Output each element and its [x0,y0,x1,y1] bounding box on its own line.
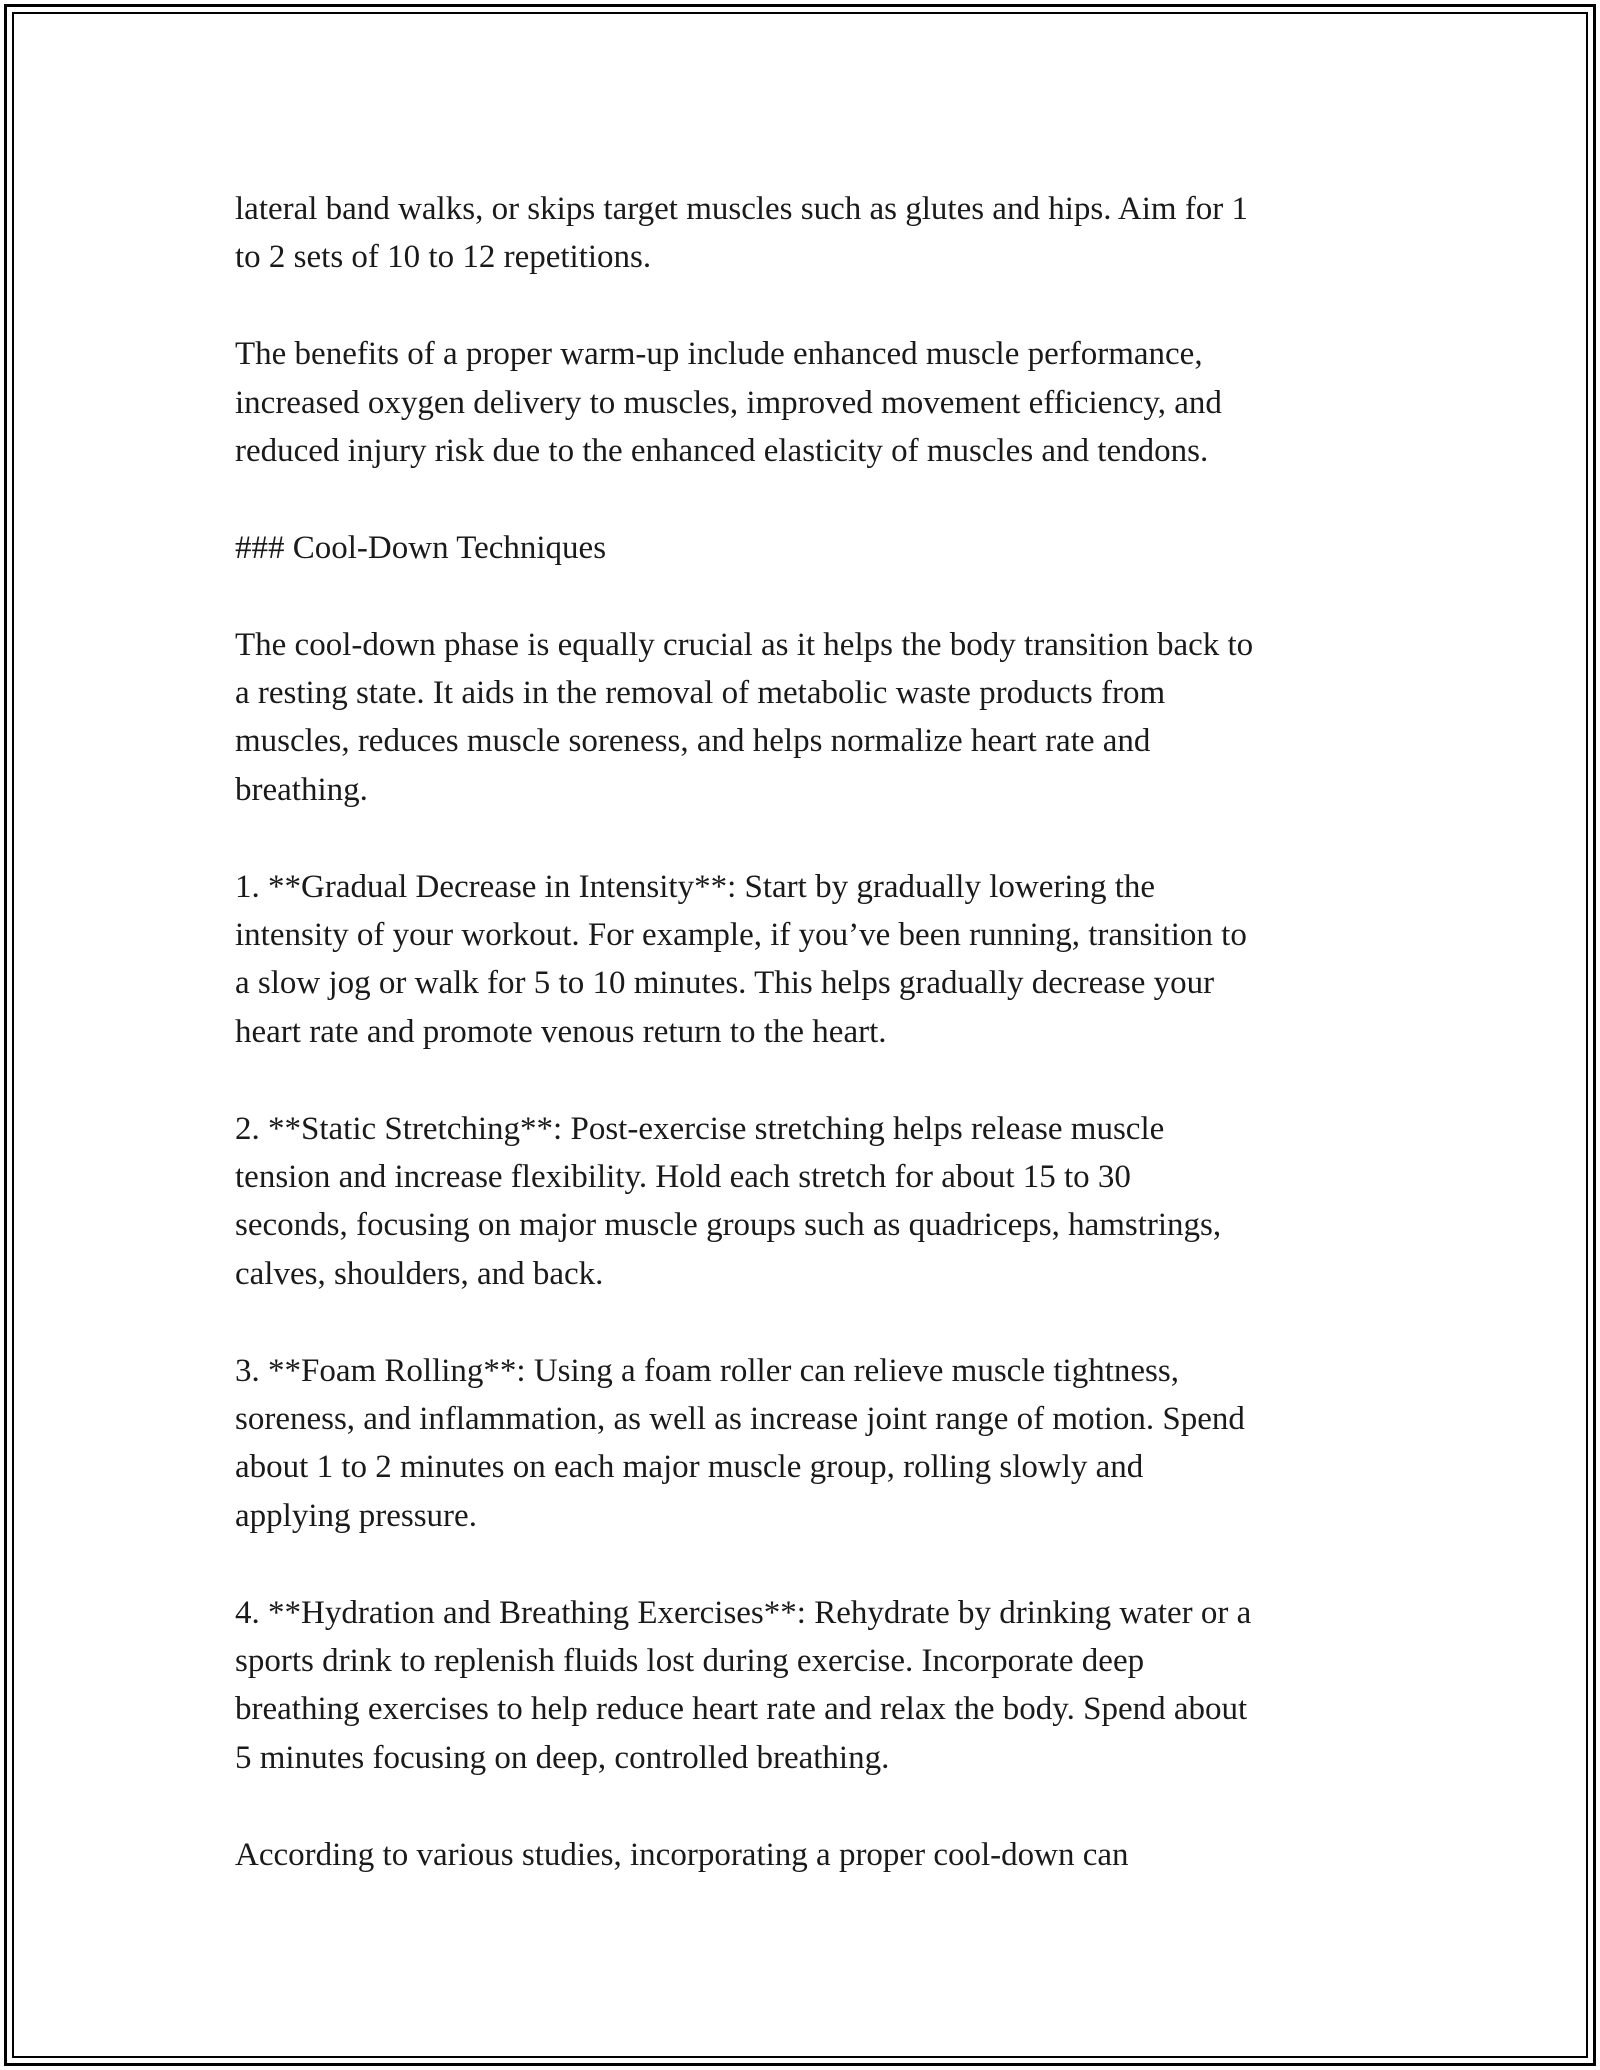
list-item-hydration-breathing: 4. **Hydration and Breathing Exercises**: Rehydrate by drinking water or a sports drink to replenish fluids lost during exercise. Incorporate deep breathing exercises to help reduce heart rate and relax the body. Spend about 5 minutes focusing on deep, controlled breathing. [235,1594,1252,1776]
list-item-gradual-decrease: 1. **Gradual Decrease in Intensity**: Start by gradually lowering the intensity of your workout. For example, if you’ve been running, transition to a slow jog or walk for 5 to 10 minutes. This helps gradually decrease your heart rate and promote venous return to the heart. [235,868,1247,1050]
list-item-static-stretching: 2. **Static Stretching**: Post-exercise stretching helps release muscle tension and increase flexibility. Hold each stretch for about 15 to 30 seconds, focusing on major muscle groups such as quadriceps, hamstrings, calves, shoulders, and back. [235,1110,1222,1292]
paragraph-warmup-benefits: The benefits of a proper warm-up include enhanced muscle performance, increased oxygen delivery to muscles, improved movement efficiency, and reduced injury risk due to the enhanced elasticity of muscles and tendons. [235,336,1222,470]
list-item-foam-rolling: 3. **Foam Rolling**: Using a foam roller can relieve muscle tightness, soreness, and inflammation, as well as increase joint range of motion. Spend about 1 to 2 minutes on each major muscle group, rolling slowly and applying pressure. [235,1352,1245,1534]
paragraph-warmup-continuation: lateral band walks, or skips target muscles such as glutes and hips. Aim for 1 to 2 sets of 10 to 12 repetitions. [235,191,1249,276]
section-heading-cool-down: ### Cool-Down Techniques [235,529,607,566]
paragraph-studies: According to various studies, incorporating a proper cool-down can [235,1836,1129,1873]
document-body [235,185,1375,1879]
paragraph-cool-down-intro: The cool-down phase is equally crucial as it helps the body transition back to a resting state. It aids in the removal of metabolic waste products from muscles, reduces muscle soreness, and helps normalize heart rate and breathing. [235,626,1254,808]
